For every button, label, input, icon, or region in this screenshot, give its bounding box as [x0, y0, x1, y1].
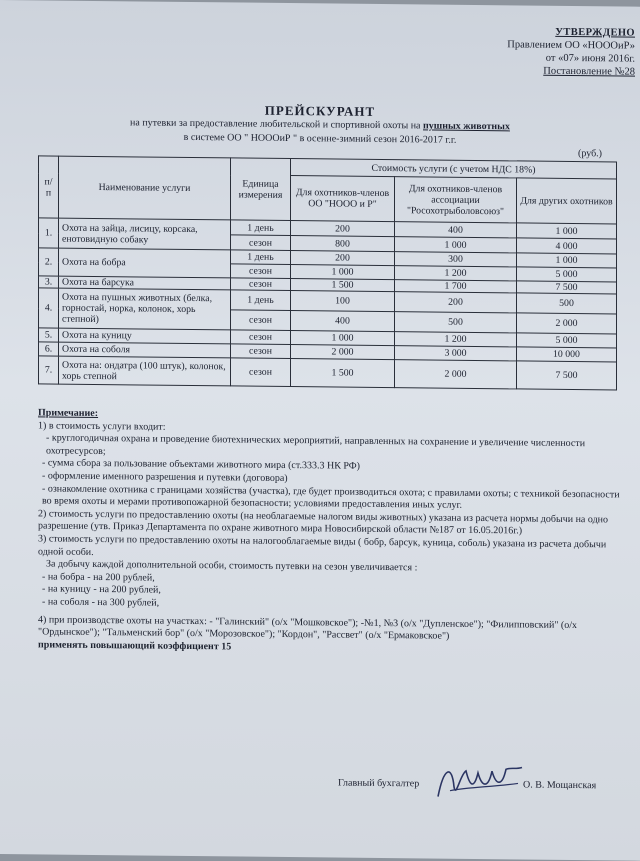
header-unit: Единица измерения [231, 158, 291, 221]
header-cost: Стоимость услуги (с учетом НДС 18%) [291, 159, 617, 179]
price-members: 200 [291, 221, 395, 237]
unit: сезон [231, 310, 291, 331]
signature-name: О. В. Мощанская [523, 779, 597, 792]
unit: сезон [231, 330, 291, 345]
signature-role: Главный бухгалтер [338, 777, 420, 790]
unit: сезон [231, 278, 291, 291]
price-association: 1 700 [395, 280, 517, 293]
note-1c: - оформление именного разрешения и путевки (договора) [42, 470, 288, 484]
service-name: Охота на пушных животных (белка, горностай, норка, колонок, хорь степной) [59, 288, 231, 330]
note-3d: - на соболя - на 300 рублей, [42, 596, 160, 609]
price-members: 400 [291, 311, 395, 332]
price-members: 1 500 [291, 359, 395, 388]
row-number: 3. [39, 276, 59, 288]
table-row [39, 356, 617, 390]
note-2: 2) стоимость услуги по предоставлению охоты (на необлагаемые налогом виды животных) указана из расчета нормы добычи на одно разрешение (утв. Приказ Департамента по охране животного мира Новосибирской области №187 от 16.05.2016г.) [38, 508, 609, 537]
subtitle-text: на путевки за предоставление любительской и спортивной охоты на [130, 117, 421, 132]
note-1d: - ознакомление охотника с границами хозяйства (участка), где будет производиться охота; с правилами охоты; с техникой безопасности во время охоты и мерами противопожарной безопасности; условиями предоставления иных услуг. [42, 483, 620, 511]
service-name: Охота на барсука [59, 276, 231, 290]
note-4: 4) при производстве охоты на участках: - "Галинский" (о/х "Мошковское"); -№1, №3 (о/х "Дупленское"); "Филипповский" (о/х "Ордынское"); "Тальменский бор" (о/х "Морозовское"); "Кордон", "Рассвет" (о/х "Ермаковское") [38, 613, 578, 642]
service-name: Охота на куницу [59, 328, 231, 344]
signature-block [338, 777, 597, 792]
price-others: 7 500 [517, 361, 617, 390]
price-members: 800 [291, 236, 395, 252]
price-association: 200 [395, 292, 517, 313]
notes-section [38, 407, 628, 657]
price-others: 5 000 [517, 333, 617, 348]
row-number: 7. [39, 356, 59, 384]
price-association: 1 000 [395, 237, 517, 253]
row-number: 1. [39, 218, 59, 248]
approval-stamp [455, 25, 635, 79]
row-number: 6. [39, 342, 59, 356]
header-others: Для других охотников [517, 178, 617, 224]
price-others: 1 000 [517, 223, 617, 239]
document-title: ПРЕЙСКУРАНТ [264, 102, 376, 119]
price-members: 100 [291, 291, 395, 312]
service-name: Охота на соболя [59, 342, 231, 358]
unit: сезон [231, 344, 291, 359]
price-association: 300 [395, 252, 517, 267]
price-members: 200 [291, 251, 395, 266]
price-association: 1 200 [395, 266, 517, 281]
notes-heading: Примечание: [38, 407, 99, 420]
price-rows [39, 218, 617, 390]
note-3b: - на бобра - на 200 рублей, [42, 571, 155, 584]
price-others: 4 000 [517, 238, 617, 254]
note-3c: - на куницу - на 200 рублей, [42, 583, 161, 596]
unit: сезон [231, 235, 291, 251]
service-name: Охота на: ондатра (100 штук), колонок, хорь степной [59, 356, 231, 386]
price-others: 500 [517, 293, 617, 314]
row-number: 5. [39, 328, 59, 342]
unit: сезон [231, 358, 291, 387]
price-table [38, 155, 617, 390]
row-number: 4. [39, 288, 59, 328]
subtitle-bold: пушных животных [423, 120, 510, 133]
service-name: Охота на зайца, лисицу, корсака, енотовидную собаку [59, 218, 231, 250]
price-others: 7 500 [517, 281, 617, 294]
approval-heading: УТВЕРЖДЕНО [555, 26, 635, 39]
unit: сезон [231, 264, 291, 279]
price-members: 1 000 [291, 331, 395, 346]
unit: 1 день [231, 290, 291, 311]
unit: 1 день [231, 250, 291, 265]
approval-line2: от «07» июня 2016г. [545, 52, 635, 65]
note-3: 3) стоимость услуги по предоставлению охоты на налогооблагаемые виды ( бобр, барсук, куница, соболь) указана из расчета добычи одной особи. [38, 533, 607, 558]
price-members: 1 000 [291, 265, 395, 280]
header-name: Наименование услуги [59, 156, 231, 220]
note-1: 1) в стоимость услуги входит: [38, 419, 166, 433]
price-association: 3 000 [395, 346, 517, 361]
price-others: 10 000 [517, 347, 617, 362]
price-others: 5 000 [517, 267, 617, 282]
price-others: 1 000 [517, 253, 617, 268]
note-3a: За добычу каждой дополнительной особи, стоимость путевки на сезон увеличивается : [46, 558, 418, 574]
price-members: 2 000 [291, 345, 395, 360]
note-1b: - сумма сбора за пользование объектами животного мира (ст.333.3 НК РФ) [42, 457, 360, 473]
note-4b: применять повышающий коэффициент 15 [38, 639, 232, 653]
handwritten-signature [430, 757, 525, 808]
service-name: Охота на бобра [59, 248, 231, 278]
row-number: 2. [39, 248, 59, 276]
approval-line1: Правлением ОО «НОООиР» [507, 39, 635, 52]
header-members: Для охотников-членов ОО "НООО и Р" [291, 176, 395, 222]
document-subtitle-2: в системе ОО " НОООиР " в осенне-зимний сезон 2016-2017 г.г. [183, 131, 457, 146]
price-association: 500 [395, 312, 517, 333]
note-1a: - круглогодичная охрана и проведение биотехнических мероприятий, направленных на сохранение и увеличение численности охотресурсов; [46, 432, 586, 457]
price-association: 1 200 [395, 332, 517, 347]
price-members: 1 500 [291, 279, 395, 292]
price-association: 400 [395, 222, 517, 238]
approval-decree: Постановление №28 [543, 65, 635, 78]
price-association: 2 000 [395, 360, 517, 389]
price-others: 2 000 [517, 313, 617, 334]
header-num: п/п [39, 156, 59, 218]
header-association: Для охотников-членов ассоциации "Росохотрыболовсоюз" [395, 177, 517, 223]
currency-note: (руб.) [578, 148, 602, 160]
unit: 1 день [231, 220, 291, 236]
